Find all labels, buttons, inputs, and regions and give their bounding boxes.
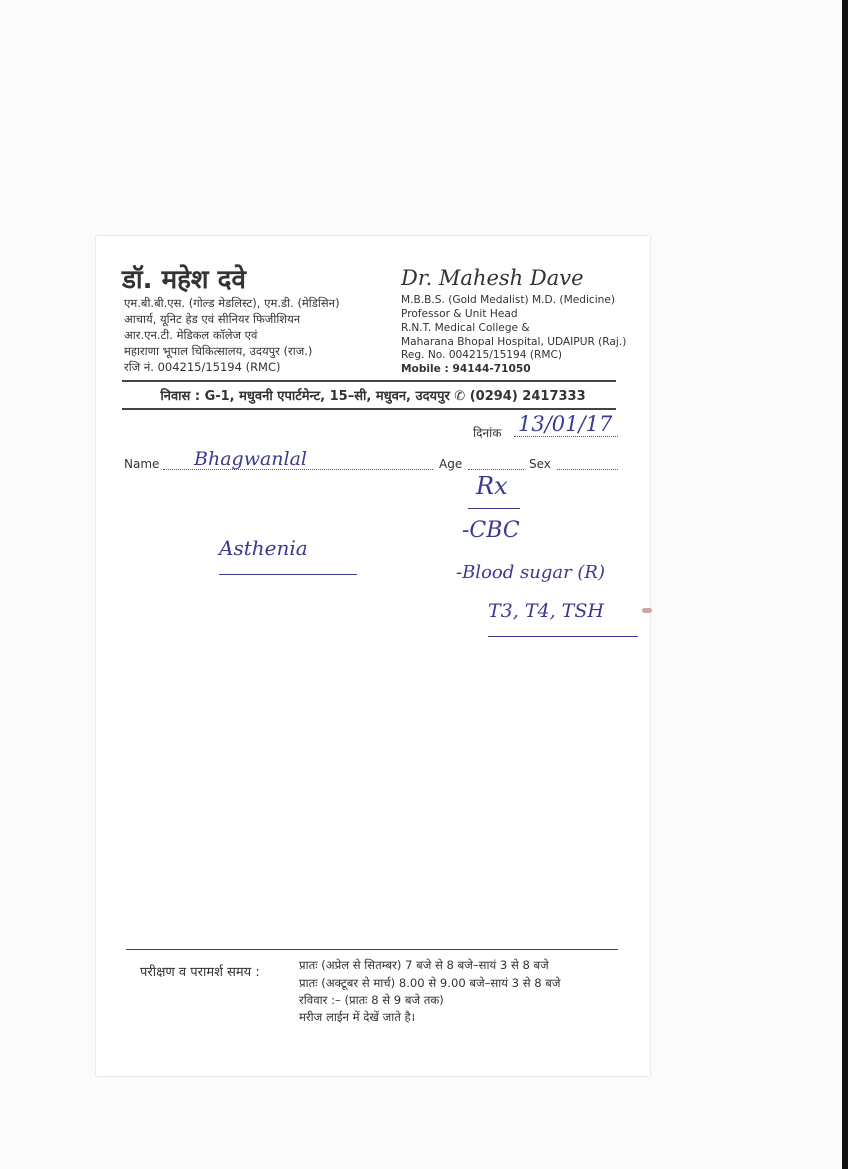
date-dotted-line — [514, 436, 618, 437]
consultation-hours-line: रविवार :– (प्रातः 8 से 9 बजे तक) — [299, 993, 444, 1007]
investigation-underline — [488, 636, 638, 637]
qualification-english-line: R.N.T. Medical College & — [401, 322, 530, 334]
patient-name-handwritten: Bhagwanlal — [194, 448, 307, 470]
registration-hindi: रजि नं. 004215/15194 (RMC) — [124, 360, 281, 374]
sex-dotted-line — [557, 469, 618, 470]
footer-rule — [126, 949, 618, 950]
name-label: Name — [124, 457, 160, 471]
consultation-hours-line: प्रातः (अक्टूबर से मार्च) 8.00 से 9.00 बजे–सायं 3 से 8 बजे — [299, 976, 561, 990]
date-label: दिनांक — [473, 426, 502, 440]
date-handwritten: 13/01/17 — [518, 412, 613, 436]
investigation-item: T3, T4, TSH — [488, 600, 604, 622]
qualification-english-line: M.B.B.S. (Gold Medalist) M.D. (Medicine) — [401, 294, 616, 306]
doctor-name-english: Dr. Mahesh Dave — [401, 266, 584, 290]
rx-symbol: Rx — [476, 472, 508, 500]
consultation-hours-line: प्रातः (अप्रेल से सितम्बर) 7 बजे से 8 बजे–सायं 3 से 8 बजे — [299, 958, 549, 972]
qualification-hindi-line: आर.एन.टी. मेडिकल कॉलेज एवं — [124, 328, 258, 342]
diagnosis-underline — [219, 574, 357, 575]
consultation-note: मरीज लाईन में देखें जाते है। — [299, 1010, 416, 1024]
investigation-item: -CBC — [462, 518, 520, 543]
qualification-english-line: Maharana Bhopal Hospital, UDAIPUR (Raj.) — [401, 336, 627, 348]
qualification-english-line: Professor & Unit Head — [401, 308, 518, 320]
prescription-pad — [96, 236, 650, 1076]
age-label: Age — [439, 457, 463, 471]
investigation-item: -Blood sugar (R) — [456, 562, 605, 583]
residence-address: निवास : G-1, मधुवनी एपार्टमेन्ट, 15–सी, मधुवन, उदयपुर ✆ (0294) 2417333 — [160, 389, 586, 404]
mobile-number: Mobile : 94144-71050 — [401, 363, 531, 375]
ink-speck — [642, 608, 652, 613]
sex-label: Sex — [529, 457, 551, 471]
age-dotted-line — [468, 469, 524, 470]
header-rule-top — [122, 380, 616, 382]
qualification-hindi-line: आचार्य, यूनिट हेड एवं सीनियर फिजीशियन — [124, 312, 301, 326]
rx-underline — [468, 508, 520, 509]
header-rule-bottom — [122, 408, 616, 410]
doctor-name-hindi: डॉ. महेश दवे — [122, 265, 246, 295]
scan-edge — [842, 0, 848, 1169]
diagnosis-handwritten: Asthenia — [219, 536, 308, 560]
qualification-hindi-line: एम.बी.बी.एस. (गोल्ड मेडलिस्ट), एम.डी. (मेडिसिन) — [124, 296, 340, 310]
qualification-hindi-line: महाराणा भूपाल चिकित्सालय, उदयपुर (राज.) — [124, 344, 313, 358]
registration-english: Reg. No. 004215/15194 (RMC) — [401, 349, 563, 361]
consultation-hours-label: परीक्षण व परामर्श समय : — [140, 965, 260, 980]
